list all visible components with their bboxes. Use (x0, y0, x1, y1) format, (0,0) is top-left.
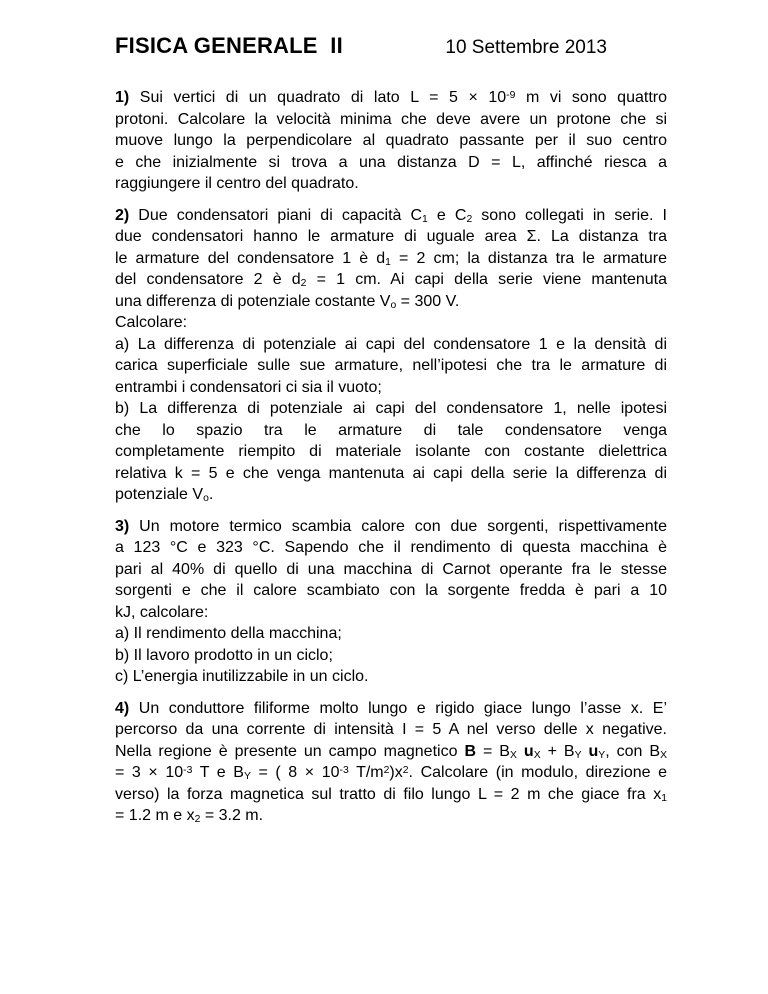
text-line (115, 698, 667, 720)
superscript-text: 2 (383, 764, 390, 776)
subscript-text: 1 (661, 792, 667, 804)
subscript-text: X (533, 749, 541, 761)
run-text: carica superficiale sulle sue armature, nell’ipotesi che tra le armature di (115, 357, 667, 374)
subscript-text: 1 (422, 213, 428, 225)
text-line (115, 666, 667, 688)
text-line (115, 355, 667, 377)
run-text: le armature del condensatore 1 è d (115, 249, 386, 267)
document-body (115, 87, 667, 827)
superscript-text: -3 (183, 764, 193, 776)
run-text: B (464, 742, 477, 760)
superscript-text: 2 (402, 764, 409, 776)
text-line (115, 762, 667, 784)
run-text: m vi sono quattro (515, 89, 667, 106)
superscript-text: -9 (506, 89, 516, 101)
run-text: b) La differenza di potenziale ai capi del condensatore 1, nelle ipotesi (115, 400, 667, 417)
run-text: u (523, 742, 534, 760)
run-text: 2) (115, 206, 130, 224)
run-text: che lo spazio tra le armature di tale condensatore venga (115, 421, 667, 439)
run-text: Due condensatori piani di capacità C (129, 206, 423, 224)
run-text: sono collegati in serie. I (472, 206, 668, 224)
text-line (115, 463, 667, 485)
superscript-text: -3 (339, 764, 349, 776)
run-text: = 1.2 m e x (115, 807, 195, 824)
run-text: una differenza di potenziale costante V (115, 292, 391, 310)
run-text: muove lungo la perpendicolare al quadrato passante per il suo centro (115, 132, 667, 149)
run-text: sorgenti e che il calore scambiato con la sorgente fredda è pari a 10 (115, 582, 667, 599)
run-text: , con B (605, 742, 661, 760)
run-text: . Calcolare (in modulo, direzione e (408, 764, 668, 781)
run-text: percorso da una corrente di intensità I = 5 A nel verso delle x negative. (115, 721, 667, 738)
text-line (115, 805, 667, 827)
run-text: Nella regione è presente un campo magnetico (115, 742, 465, 760)
run-text: + B (540, 742, 575, 760)
problem-2 (115, 205, 667, 506)
text-line (115, 784, 667, 806)
run-text: kJ, calcolare: (115, 603, 209, 621)
run-text: = 1 cm. Ai capi della serie viene mantenuta (306, 271, 667, 288)
run-text: protoni. Calcolare la velocità minima che deve avere un protone che si (115, 110, 667, 128)
text-line (115, 623, 667, 645)
text-line (115, 173, 667, 195)
run-text: T e B (192, 764, 244, 781)
run-text: verso) la forza magnetica sul tratto di filo lungo L = 2 m che giace fra x (115, 785, 662, 803)
run-text: = 3.2 m. (200, 807, 264, 824)
run-text: T/m (348, 764, 384, 781)
run-text: due condensatori hanno le armature di uguale area Σ. La distanza tra (115, 228, 667, 245)
run-text: a 123 °C e 323 °C. Sapendo che il rendimento di questa macchina è (115, 539, 667, 556)
document-date: 10 Settembre 2013 (445, 37, 607, 58)
run-text: a) Il rendimento della macchina; (115, 625, 342, 642)
run-text: = 2 cm; la distanza tra le armature (390, 249, 667, 267)
text-line (115, 645, 667, 667)
run-text: e C (427, 206, 467, 224)
document-title: FISICA GENERALE II (115, 33, 343, 58)
run-text: 3) (115, 517, 130, 535)
subscript-text: 1 (385, 256, 391, 268)
run-text: b) Il lavoro prodotto in un ciclo; (115, 646, 333, 664)
run-text: = 300 V. (396, 292, 460, 310)
text-line (115, 87, 667, 109)
run-text: u (588, 742, 599, 760)
subscript-text: 2 (466, 213, 473, 225)
run-text: Un conduttore filiforme molto lungo e rigido giace lungo l’asse x. E’ (129, 699, 667, 717)
run-text: relativa k = 5 e che venga mantenuta ai capi della serie la differenza di (115, 464, 667, 482)
run-text: c) L’energia inutilizzabile in un ciclo. (115, 668, 369, 685)
subscript-text: Y (574, 749, 582, 761)
text-line (115, 537, 667, 559)
text-line (115, 291, 667, 313)
problem-4 (115, 698, 667, 827)
text-line (115, 420, 667, 442)
subscript-text: o (390, 299, 397, 311)
text-line (115, 130, 667, 152)
text-line (115, 484, 667, 506)
run-text: . (208, 486, 214, 503)
subscript-text: 2 (300, 278, 307, 290)
run-text: Sui vertici di un quadrato di lato L = 5 × 10 (129, 89, 507, 106)
text-line (115, 741, 667, 763)
run-text: potenziale V (115, 486, 204, 503)
text-line (115, 109, 667, 131)
run-text (517, 743, 524, 760)
text-line (115, 377, 667, 399)
run-text: pari al 40% di quello di una macchina di Carnot operante fra le stesse (115, 560, 667, 578)
run-text: e che inizialmente si trova a una distanza D = L, affinché riesca a (115, 153, 667, 171)
text-line (115, 441, 667, 463)
run-text: = 3 × 10 (115, 764, 184, 781)
document-header (115, 33, 667, 59)
run-text (582, 743, 589, 760)
subscript-text: X (509, 749, 517, 761)
text-line (115, 269, 667, 291)
run-text: = ( 8 × 10 (250, 764, 340, 781)
text-line (115, 719, 667, 741)
problem-3 (115, 516, 667, 688)
text-line (115, 226, 667, 248)
text-line (115, 398, 667, 420)
run-text: Calcolare: (115, 314, 188, 331)
text-line (115, 602, 667, 624)
run-text: 1) (115, 89, 130, 106)
text-line (115, 312, 667, 334)
text-line (115, 559, 667, 581)
run-text: entrambi i condensatori ci sia il vuoto; (115, 378, 382, 396)
text-line (115, 580, 667, 602)
text-line (115, 516, 667, 538)
text-line (115, 334, 667, 356)
subscript-text: Y (243, 771, 251, 783)
run-text: Un motore termico scambia calore con due sorgenti, rispettivamente (129, 517, 667, 535)
run-text: = B (476, 742, 510, 760)
subscript-text: Y (598, 749, 606, 761)
run-text: a) La differenza di potenziale ai capi del condensatore 1 e la densità di (115, 335, 667, 353)
run-text: del condensatore 2 è d (115, 271, 301, 288)
subscript-text: X (660, 749, 668, 761)
subscript-text: o (203, 493, 209, 505)
run-text: )x (389, 764, 403, 781)
subscript-text: 2 (194, 814, 201, 826)
text-line (115, 152, 667, 174)
text-line (115, 248, 667, 270)
run-text: 4) (115, 699, 130, 717)
run-text: completamente riempito di materiale isolante con costante dielettrica (115, 443, 667, 460)
problem-1 (115, 87, 667, 195)
text-line (115, 205, 667, 227)
run-text: raggiungere il centro del quadrato. (115, 175, 359, 192)
